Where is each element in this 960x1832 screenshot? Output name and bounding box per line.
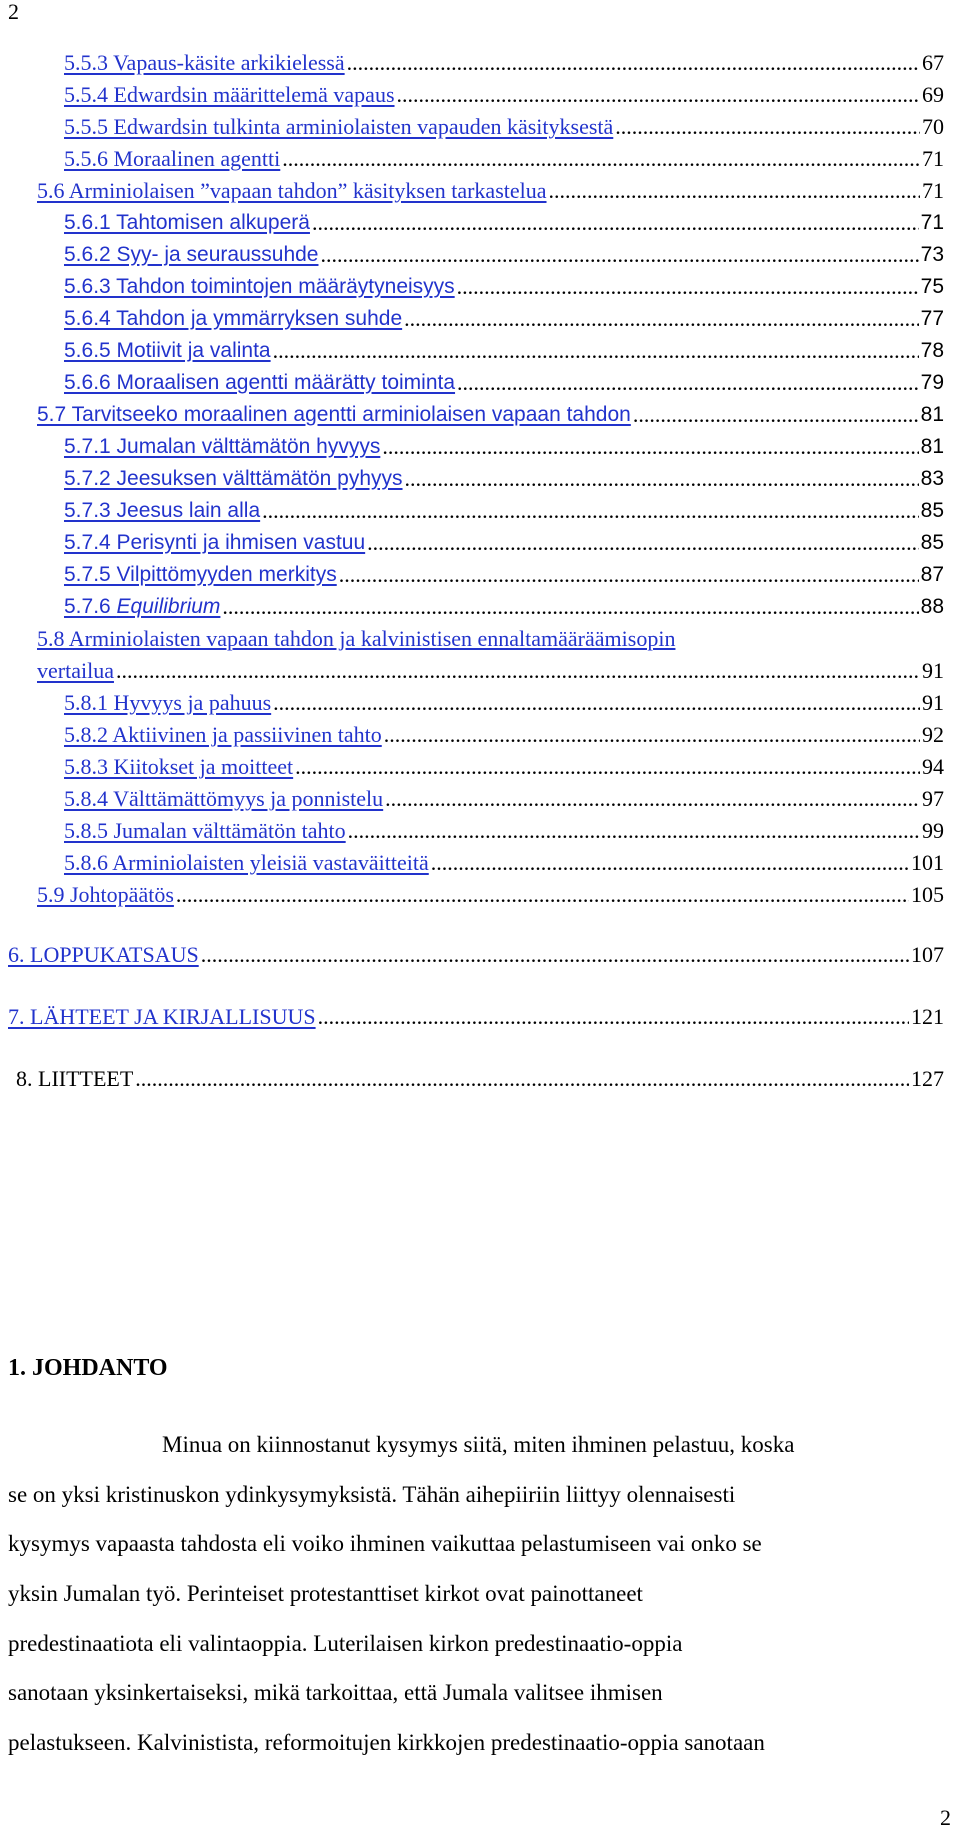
toc-entry-page: 70 bbox=[922, 114, 944, 139]
toc-entry[interactable] bbox=[64, 332, 944, 364]
toc-leader-dots bbox=[615, 114, 920, 140]
toc-entry-page: 121 bbox=[911, 1004, 944, 1029]
toc-leader-dots bbox=[404, 306, 919, 332]
toc-entry-title[interactable]: 5.8.6 Arminiolaisten yleisiä vastaväitteitä bbox=[64, 850, 429, 875]
toc-entry-page: 92 bbox=[922, 722, 944, 747]
toc-entry[interactable] bbox=[64, 236, 944, 268]
toc-entry-title[interactable]: 5.7.1 Jumalan välttämätön hyvyys bbox=[64, 435, 381, 458]
toc-entry-title[interactable] bbox=[64, 594, 220, 620]
toc-leader-dots bbox=[320, 242, 918, 268]
toc-entry[interactable] bbox=[64, 428, 944, 460]
toc-entry-title[interactable]: 5.7.2 Jeesuksen välttämätön pyhyys bbox=[64, 467, 403, 490]
toc-entry-page: 88 bbox=[920, 595, 944, 618]
toc-entry-page: 78 bbox=[920, 339, 944, 362]
toc-leader-dots bbox=[135, 1066, 909, 1092]
toc-leader-dots bbox=[385, 786, 920, 812]
toc-entry-title[interactable]: 5.7.4 Perisynti ja ihmisen vastuu bbox=[64, 531, 366, 554]
toc-entry-page: 79 bbox=[920, 371, 944, 394]
toc-leader-dots bbox=[431, 850, 909, 876]
toc-entry-page: 87 bbox=[920, 563, 944, 586]
toc-entry-page: 81 bbox=[920, 403, 944, 426]
toc-entry[interactable] bbox=[64, 108, 944, 140]
toc-entry-title[interactable]: 5.6.5 Motiivit ja valinta bbox=[64, 339, 271, 362]
body-line: pelastukseen. Kalvinistista, reformoitujen kirkkojen predestinaatio-oppia sanotaan bbox=[8, 1730, 765, 1756]
toc-entry[interactable] bbox=[64, 780, 944, 812]
toc-entry-title[interactable]: 5.6.6 Moraalisen agentti määrätty toiminta bbox=[64, 371, 456, 394]
toc-entry[interactable] bbox=[8, 936, 944, 968]
toc-leader-dots bbox=[348, 818, 920, 844]
toc-leader-dots bbox=[382, 434, 918, 460]
toc-leader-dots bbox=[549, 178, 920, 204]
toc-leader-dots bbox=[273, 690, 920, 716]
toc-entry-title[interactable]: 5.8.1 Hyvyys ja pahuus bbox=[64, 690, 272, 715]
toc-entry-title[interactable]: 5.7.5 Vilpittömyyden merkitys bbox=[64, 563, 337, 586]
toc-entry-page: 81 bbox=[920, 435, 944, 458]
toc-entry[interactable] bbox=[37, 396, 944, 428]
toc-entry-title[interactable]: 5.5.5 Edwardsin tulkinta arminiolaisten vapauden käsityksestä bbox=[64, 114, 614, 139]
toc-entry[interactable] bbox=[64, 492, 944, 524]
toc-entry[interactable] bbox=[37, 876, 944, 908]
toc-leader-dots bbox=[318, 1004, 909, 1030]
toc-entry-title[interactable]: 5.5.3 Vapaus-käsite arkikielessä bbox=[64, 50, 345, 75]
toc-entry-page: 71 bbox=[922, 178, 944, 203]
body-line: sanotaan yksinkertaiseksi, mikä tarkoittaa, että Jumala valitsee ihmisen bbox=[8, 1680, 663, 1706]
toc-entry[interactable] bbox=[64, 268, 944, 300]
toc-entry-title[interactable]: 5.6.2 Syy- ja seuraussuhde bbox=[64, 243, 319, 266]
toc-entry-page: 71 bbox=[922, 146, 944, 171]
body-paragraph bbox=[8, 1420, 952, 1768]
chapter-heading: 1. JOHDANTO bbox=[8, 1355, 168, 1381]
body-line: Minua on kiinnostanut kysymys siitä, miten ihminen pelastuu, koska bbox=[162, 1432, 795, 1457]
toc-entry-page: 69 bbox=[922, 82, 944, 107]
toc-leader-dots bbox=[262, 498, 919, 524]
toc-entry-title-italic: Equilibrium bbox=[116, 595, 221, 618]
toc-entry[interactable] bbox=[37, 172, 944, 204]
body-line: kysymys vapaasta tahdosta eli voiko ihminen vaikuttaa pelastumiseen vai onko se bbox=[8, 1531, 762, 1557]
toc-entry-title[interactable]: 5.8.5 Jumalan välttämätön tahto bbox=[64, 818, 346, 843]
toc-entry[interactable] bbox=[64, 748, 944, 780]
toc-entry bbox=[16, 1060, 944, 1092]
toc-entry[interactable] bbox=[64, 556, 944, 588]
toc-entry-page: 73 bbox=[920, 243, 944, 266]
toc-entry-title[interactable]: 5.8.2 Aktiivinen ja passiivinen tahto bbox=[64, 722, 382, 747]
toc-leader-dots bbox=[295, 754, 920, 780]
toc-entry-page: 107 bbox=[911, 942, 944, 967]
toc-entry-title[interactable]: 5.5.6 Moraalinen agentti bbox=[64, 146, 281, 171]
toc-entry[interactable] bbox=[64, 588, 944, 620]
toc-leader-dots bbox=[273, 338, 919, 364]
toc-entry[interactable] bbox=[64, 524, 944, 556]
toc-entry[interactable] bbox=[64, 812, 944, 844]
toc-entry[interactable] bbox=[64, 684, 944, 716]
toc-entry-page: 94 bbox=[922, 754, 944, 779]
toc-leader-dots bbox=[176, 882, 909, 908]
toc-leader-dots bbox=[116, 658, 920, 684]
toc-entry-title[interactable]: 5.9 Johtopäätös bbox=[37, 882, 174, 907]
toc-leader-dots bbox=[201, 942, 909, 968]
toc-entry[interactable] bbox=[64, 844, 944, 876]
toc-entry[interactable] bbox=[64, 364, 944, 396]
toc-leader-dots bbox=[457, 274, 919, 300]
toc-leader-dots bbox=[339, 562, 919, 588]
toc-leader-dots bbox=[397, 82, 920, 108]
toc-entry-page: 97 bbox=[922, 786, 944, 811]
body-line: se on yksi kristinuskon ydinkysymyksistä. Tähän aihepiiriin liittyy olennaisesti bbox=[8, 1481, 736, 1507]
toc-entry-title-line2[interactable]: vertailua bbox=[37, 658, 114, 683]
page-number-bottom: 2 bbox=[940, 1805, 951, 1830]
toc-leader-dots bbox=[405, 466, 919, 492]
toc-entry-title[interactable]: 5.6.3 Tahdon toimintojen määräytyneisyys bbox=[64, 275, 455, 298]
toc-entry-title[interactable]: 5.6.1 Tahtomisen alkuperä bbox=[64, 211, 310, 234]
toc-leader-dots bbox=[222, 594, 918, 620]
toc-entry-page: 91 bbox=[922, 658, 944, 683]
toc-entry-page: 127 bbox=[911, 1066, 944, 1091]
toc-entry-page: 105 bbox=[911, 882, 944, 907]
page-number-top: 2 bbox=[8, 0, 19, 24]
toc-leader-dots bbox=[384, 722, 920, 748]
toc-entry-title[interactable]: 5.8.4 Välttämättömyys ja ponnistelu bbox=[64, 786, 384, 811]
toc-entry-title[interactable]: 5.7 Tarvitseeko moraalinen agentti arminiolaisen vapaan tahdon bbox=[37, 403, 631, 426]
toc-entry-title[interactable]: 5.7.3 Jeesus lain alla bbox=[64, 499, 261, 522]
toc-entry[interactable] bbox=[64, 300, 944, 332]
toc-entry-page: 91 bbox=[922, 690, 944, 715]
toc-leader-dots bbox=[347, 50, 920, 76]
toc-leader-dots bbox=[312, 210, 919, 236]
toc-entry[interactable] bbox=[8, 998, 944, 1030]
toc-entry-title: 8. LIITTEET bbox=[16, 1066, 134, 1091]
toc-entry-page: 77 bbox=[920, 307, 944, 330]
toc-entry-title[interactable]: 5.6.4 Tahdon ja ymmärryksen suhde bbox=[64, 307, 403, 330]
toc-entry-title[interactable]: 7. LÄHTEET JA KIRJALLISUUS bbox=[8, 1004, 316, 1029]
toc-entry-title[interactable]: 5.8.3 Kiitokset ja moitteet bbox=[64, 754, 294, 779]
toc-entry-page: 83 bbox=[920, 467, 944, 490]
body-line: predestinaatiota eli valintaoppia. Luterilaisen kirkon predestinaatio-oppia bbox=[8, 1630, 683, 1656]
toc-entry[interactable] bbox=[64, 460, 944, 492]
toc-entry-title-prefix: 5.7.6 bbox=[64, 595, 117, 618]
toc-entry[interactable] bbox=[64, 44, 944, 76]
body-line: yksin Jumalan työ. Perinteiset protestanttiset kirkot ovat painottaneet bbox=[8, 1581, 643, 1607]
toc-entry-page: 101 bbox=[911, 850, 944, 875]
toc-leader-dots bbox=[633, 402, 919, 428]
toc-entry-title[interactable]: 5.5.4 Edwardsin määrittelemä vapaus bbox=[64, 82, 395, 107]
toc-entry[interactable] bbox=[37, 652, 944, 684]
toc-leader-dots bbox=[367, 530, 918, 556]
toc-entry[interactable] bbox=[64, 716, 944, 748]
toc-leader-dots bbox=[282, 146, 920, 172]
toc-entry-page: 71 bbox=[920, 211, 944, 234]
toc-entry-title[interactable]: 5.6 Arminiolaisen ”vapaan tahdon” käsityksen tarkastelua bbox=[37, 178, 547, 203]
toc-entry-page: 67 bbox=[922, 50, 944, 75]
toc-leader-dots bbox=[457, 370, 919, 396]
toc-entry-page: 75 bbox=[920, 275, 944, 298]
toc-entry-page: 85 bbox=[920, 531, 944, 554]
toc-entry[interactable] bbox=[64, 76, 944, 108]
toc-entry[interactable] bbox=[64, 204, 944, 236]
toc-entry-page: 85 bbox=[920, 499, 944, 522]
toc-entry-title[interactable]: 6. LOPPUKATSAUS bbox=[8, 942, 199, 967]
toc-entry-title-line1[interactable]: 5.8 Arminiolaisten vapaan tahdon ja kalvinistisen ennaltamääräämisopin bbox=[37, 626, 676, 651]
toc-entry-page: 99 bbox=[922, 818, 944, 843]
toc-entry[interactable] bbox=[64, 140, 944, 172]
